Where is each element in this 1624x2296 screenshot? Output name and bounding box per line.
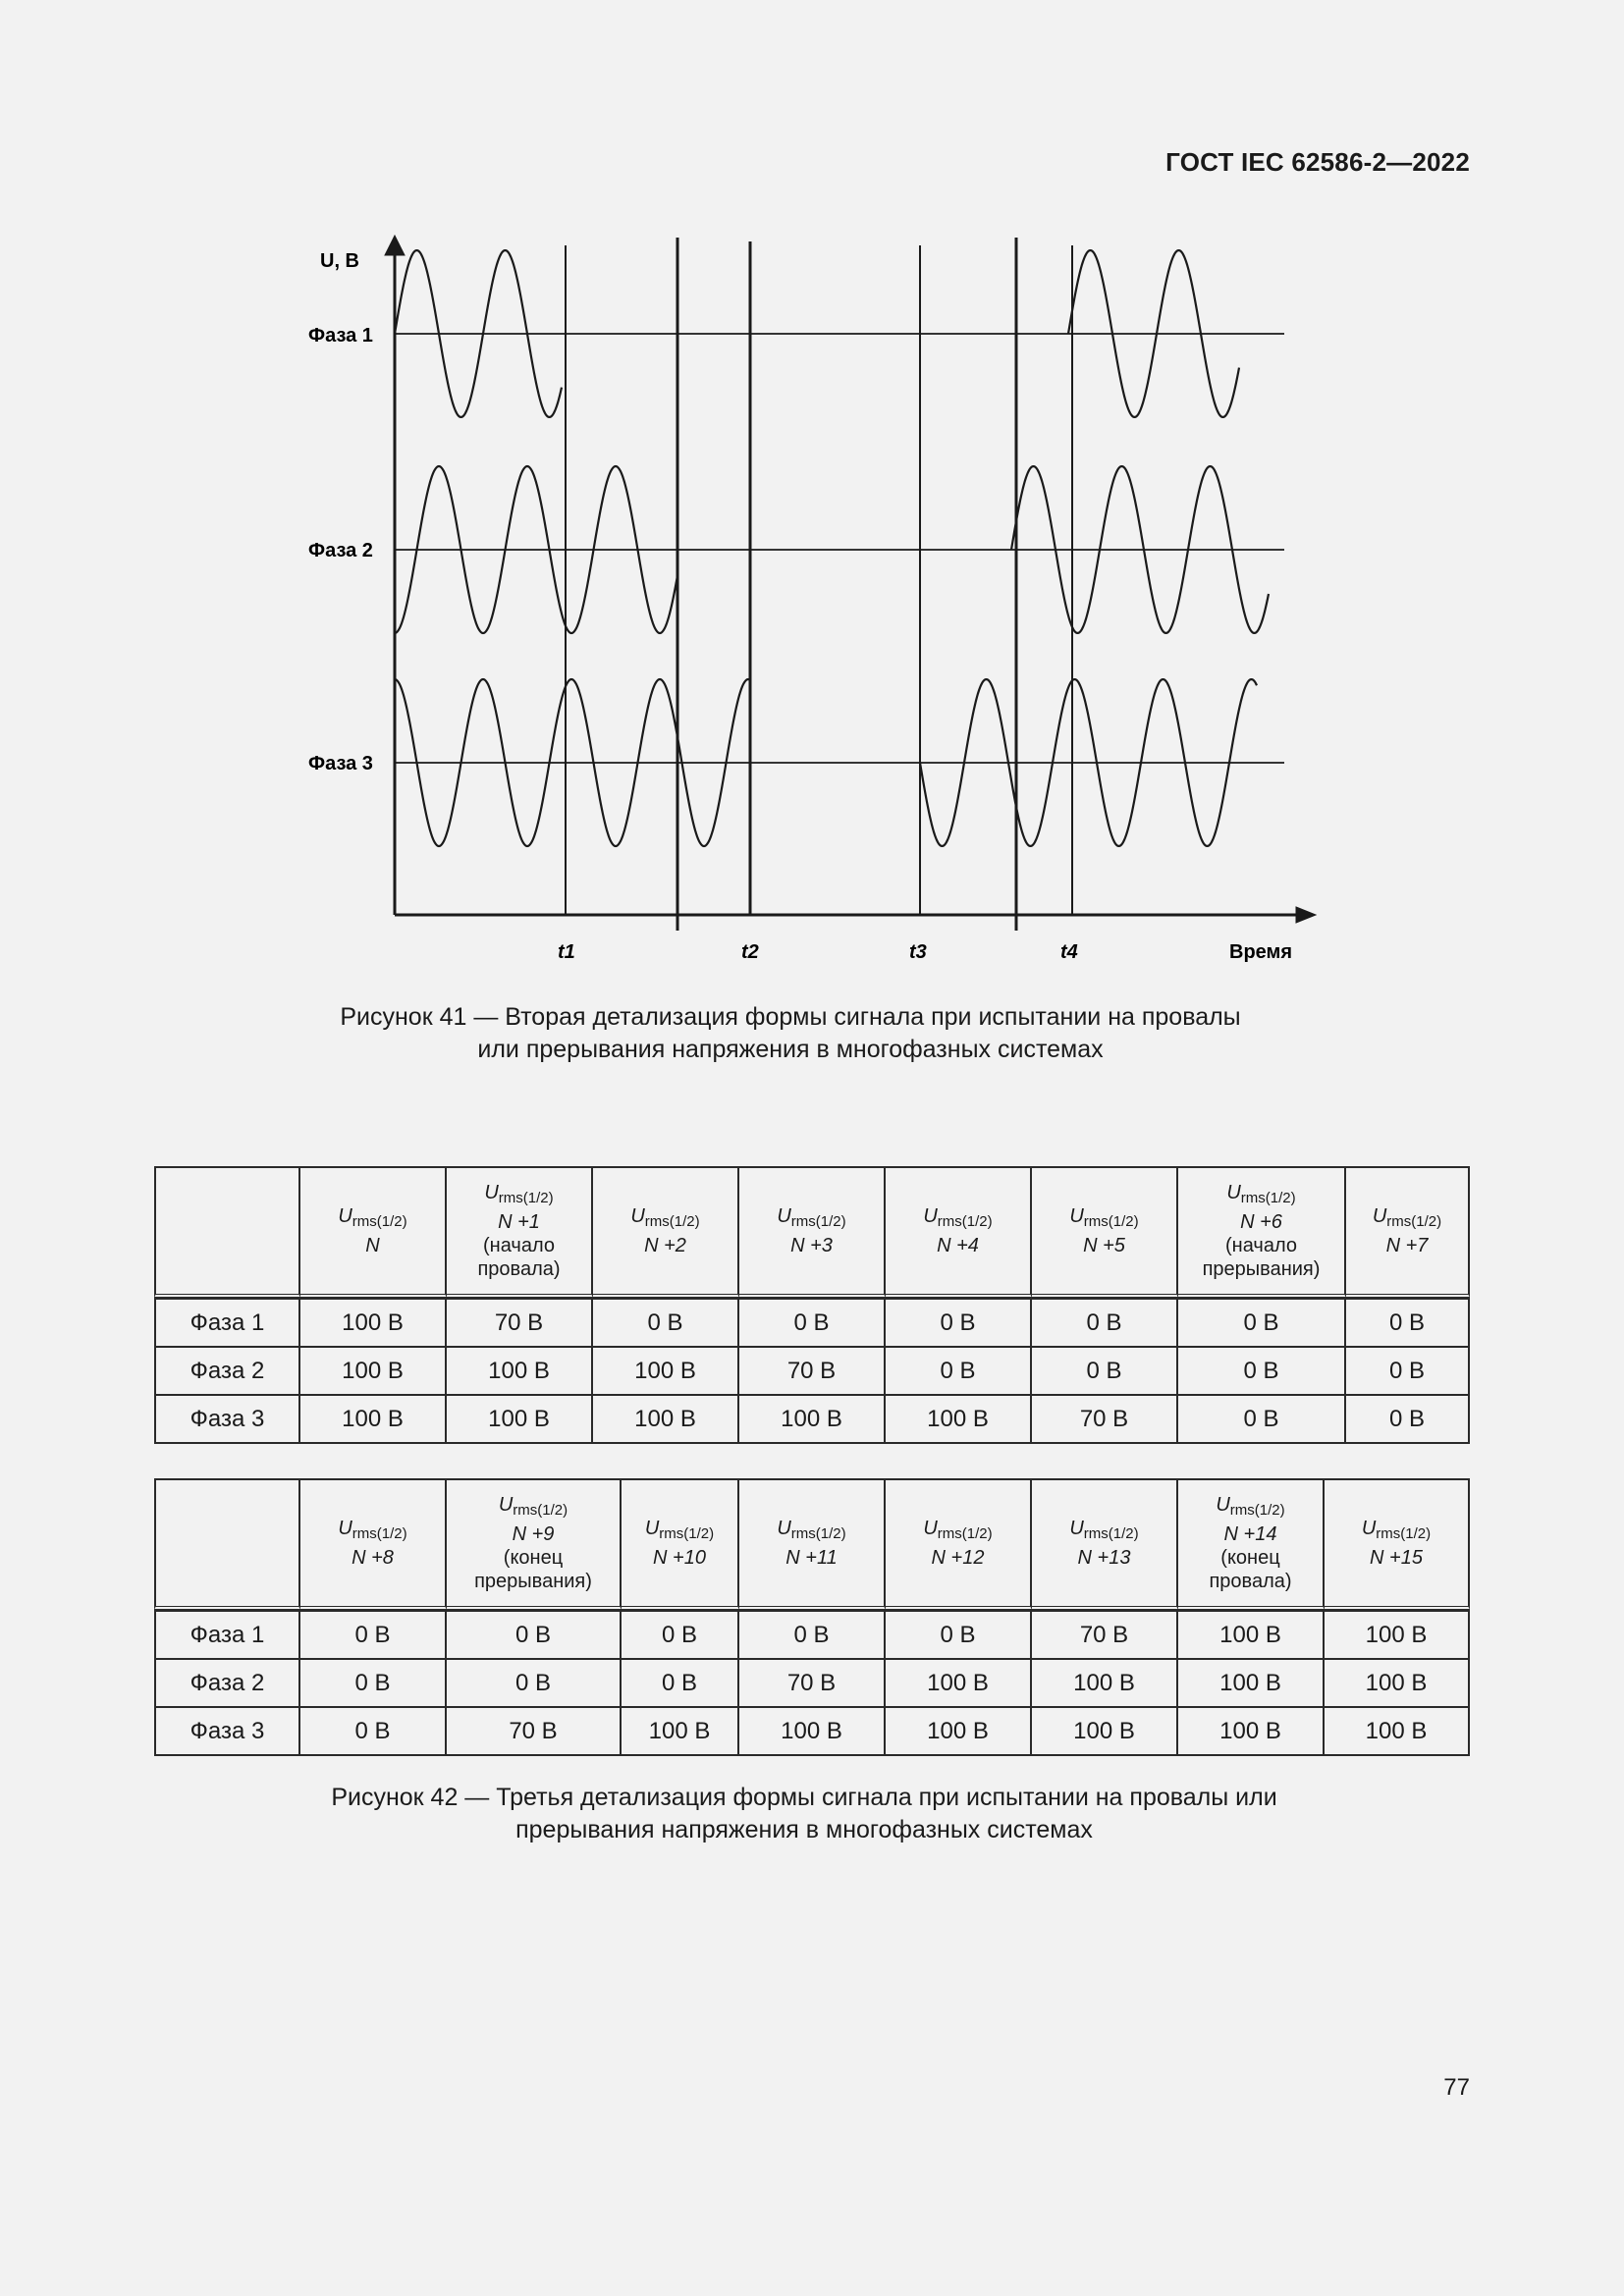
column-header — [1178, 1478, 1325, 1610]
column-header — [739, 1478, 886, 1610]
symbol-subscript: rms(1/2) — [352, 1213, 407, 1230]
symbol-subscript: rms(1/2) — [1229, 1502, 1285, 1519]
caption-line: Рисунок 42 — Третья детализация формы сигнала при испытании на провалы или — [331, 1784, 1277, 1811]
table-first-half-cycles — [154, 1166, 1470, 1444]
half-cycle-index: N +1 — [498, 1211, 540, 1233]
half-cycle-index: N +7 — [1385, 1235, 1429, 1256]
value-cell: 70 В — [447, 1298, 593, 1348]
symbol: U — [498, 1494, 514, 1516]
value-cell: 70 В — [447, 1708, 622, 1756]
value-cell: 0 В — [622, 1610, 739, 1660]
symbol-subscript: rms(1/2) — [1386, 1213, 1442, 1230]
time-mark-t4: t4 — [1060, 941, 1078, 963]
header-note: прерывания) — [474, 1571, 592, 1592]
symbol: U — [1226, 1182, 1241, 1203]
value-cell: 0 В — [739, 1610, 886, 1660]
phase-cell: Фаза 1 — [154, 1610, 300, 1660]
half-cycle-index: N +11 — [785, 1547, 838, 1569]
value-cell: 0 В — [886, 1610, 1032, 1660]
half-cycle-index: N — [365, 1235, 380, 1256]
half-cycle-index: N +5 — [1083, 1235, 1125, 1256]
value-cell: 0 В — [300, 1708, 447, 1756]
symbol: U — [777, 1205, 791, 1227]
caption-line: Рисунок 41 — Вторая детализация формы сигнала при испытании на провалы — [340, 1003, 1241, 1031]
value-cell: 70 В — [1032, 1610, 1178, 1660]
column-header — [886, 1166, 1032, 1298]
value-cell: 70 В — [739, 1348, 886, 1396]
table-row — [154, 1348, 1470, 1396]
symbol: U — [1069, 1205, 1084, 1227]
value-cell: 100 В — [1178, 1708, 1325, 1756]
phase-cell: Фаза 3 — [154, 1708, 300, 1756]
column-header — [447, 1166, 593, 1298]
column-header — [739, 1166, 886, 1298]
header-note: (конец — [1220, 1547, 1280, 1569]
column-header — [1346, 1166, 1470, 1298]
caption-line: или прерывания напряжения в многофазных системах — [477, 1036, 1104, 1063]
symbol-subscript: rms(1/2) — [790, 1213, 846, 1230]
symbol-subscript: rms(1/2) — [644, 1213, 700, 1230]
table-row — [154, 1298, 1470, 1348]
symbol: U — [630, 1205, 645, 1227]
axes-group — [385, 236, 1316, 931]
table-row — [154, 1610, 1470, 1660]
column-header — [300, 1166, 447, 1298]
symbol-subscript: rms(1/2) — [1083, 1525, 1139, 1542]
symbol: U — [1216, 1494, 1230, 1516]
symbol-subscript: rms(1/2) — [513, 1502, 568, 1519]
value-cell: 100 В — [593, 1396, 739, 1444]
half-cycle-index: N +9 — [512, 1523, 555, 1545]
x-axis-label: Время — [1229, 941, 1292, 963]
symbol: U — [1069, 1518, 1084, 1539]
y-axis-arrow — [385, 236, 405, 255]
value-cell: 0 В — [886, 1298, 1032, 1348]
symbol-subscript: rms(1/2) — [498, 1190, 554, 1206]
phase-cell: Фаза 2 — [154, 1660, 300, 1708]
time-mark-t2: t2 — [741, 941, 759, 963]
column-header — [593, 1166, 739, 1298]
symbol-subscript: rms(1/2) — [352, 1525, 407, 1542]
value-cell: 0 В — [1346, 1298, 1470, 1348]
column-header — [1178, 1166, 1346, 1298]
value-cell: 0 В — [447, 1660, 622, 1708]
figure-41-waveform — [295, 226, 1335, 982]
value-cell: 100 В — [1325, 1660, 1470, 1708]
value-cell: 0 В — [1032, 1348, 1178, 1396]
value-cell: 0 В — [300, 1660, 447, 1708]
half-cycle-index: N +4 — [937, 1235, 979, 1256]
document-header: ГОСТ IEC 62586-2—2022 — [1165, 147, 1470, 177]
phase-cell: Фаза 3 — [154, 1396, 300, 1444]
waveform-group — [395, 250, 1269, 846]
value-cell: 100 В — [1032, 1708, 1178, 1756]
value-cell: 0 В — [1178, 1396, 1346, 1444]
y-axis-label: U, В — [320, 250, 359, 272]
phase-2-label: Фаза 2 — [308, 540, 373, 561]
half-cycle-index: N +12 — [931, 1547, 985, 1569]
column-header — [300, 1478, 447, 1610]
value-cell: 100 В — [739, 1396, 886, 1444]
value-cell: 100 В — [300, 1396, 447, 1444]
table-row — [154, 1660, 1470, 1708]
header-note: (конец — [503, 1547, 564, 1569]
header-note: прерывания) — [1202, 1258, 1321, 1280]
symbol-subscript: rms(1/2) — [937, 1213, 993, 1230]
value-cell: 100 В — [886, 1660, 1032, 1708]
header-note: провала) — [1209, 1571, 1292, 1592]
value-cell: 100 В — [447, 1396, 593, 1444]
half-cycle-index: N +15 — [1370, 1547, 1423, 1569]
header-note: (начало — [483, 1235, 555, 1256]
value-cell: 0 В — [300, 1610, 447, 1660]
column-header — [447, 1478, 622, 1610]
time-mark-t1: t1 — [558, 941, 575, 963]
header-note: (начало — [1225, 1235, 1297, 1256]
symbol: U — [484, 1182, 499, 1203]
value-cell: 0 В — [1346, 1348, 1470, 1396]
table-corner-cell — [154, 1478, 300, 1610]
value-cell: 100 В — [739, 1708, 886, 1756]
value-cell: 100 В — [300, 1298, 447, 1348]
value-cell: 70 В — [739, 1660, 886, 1708]
table-corner-cell — [154, 1166, 300, 1298]
symbol: U — [923, 1518, 938, 1539]
symbol: U — [1372, 1205, 1387, 1227]
symbol-subscript: rms(1/2) — [1240, 1190, 1296, 1206]
column-header — [1032, 1166, 1178, 1298]
phase-1-label: Фаза 1 — [308, 325, 373, 347]
symbol: U — [923, 1205, 938, 1227]
symbol-subscript: rms(1/2) — [1083, 1213, 1139, 1230]
phase-cell: Фаза 1 — [154, 1298, 300, 1348]
value-cell: 0 В — [1346, 1396, 1470, 1444]
value-cell: 70 В — [1032, 1396, 1178, 1444]
value-cell: 0 В — [1032, 1298, 1178, 1348]
table-row — [154, 1708, 1470, 1756]
value-cell: 100 В — [622, 1708, 739, 1756]
half-cycle-index: N +3 — [790, 1235, 833, 1256]
value-cell: 100 В — [886, 1708, 1032, 1756]
figure-42-caption — [0, 1782, 1616, 1846]
time-mark-t3: t3 — [909, 941, 927, 963]
symbol-subscript: rms(1/2) — [659, 1525, 715, 1542]
value-cell: 0 В — [886, 1348, 1032, 1396]
value-cell: 100 В — [886, 1396, 1032, 1444]
symbol-subscript: rms(1/2) — [790, 1525, 846, 1542]
value-cell: 100 В — [1032, 1660, 1178, 1708]
header-note: провала) — [477, 1258, 561, 1280]
caption-line: прерывания напряжения в многофазных системах — [515, 1816, 1093, 1843]
half-cycle-index: N +13 — [1077, 1547, 1131, 1569]
value-cell: 0 В — [593, 1298, 739, 1348]
value-cell: 100 В — [447, 1348, 593, 1396]
value-cell: 100 В — [300, 1348, 447, 1396]
symbol: U — [644, 1518, 660, 1539]
page-number: 77 — [1443, 2074, 1470, 2101]
value-cell: 100 В — [1178, 1660, 1325, 1708]
value-cell: 0 В — [622, 1660, 739, 1708]
phase-cell: Фаза 2 — [154, 1348, 300, 1396]
symbol: U — [1361, 1518, 1377, 1539]
half-cycle-index: N +8 — [352, 1547, 394, 1569]
symbol: U — [777, 1518, 791, 1539]
value-cell: 100 В — [1178, 1610, 1325, 1660]
column-header — [886, 1478, 1032, 1610]
value-cell: 0 В — [1178, 1348, 1346, 1396]
column-header — [1325, 1478, 1470, 1610]
half-cycle-index: N +10 — [653, 1547, 706, 1569]
half-cycle-index: N +2 — [644, 1235, 686, 1256]
half-cycle-index: N +6 — [1240, 1211, 1282, 1233]
value-cell: 100 В — [593, 1348, 739, 1396]
table-row — [154, 1396, 1470, 1444]
symbol-subscript: rms(1/2) — [1376, 1525, 1432, 1542]
x-axis-arrow — [1296, 907, 1316, 923]
value-cell: 100 В — [1325, 1610, 1470, 1660]
table-second-half-cycles — [154, 1478, 1470, 1756]
value-cell: 0 В — [739, 1298, 886, 1348]
symbol: U — [338, 1518, 352, 1539]
value-cell: 100 В — [1325, 1708, 1470, 1756]
value-cell: 0 В — [447, 1610, 622, 1660]
figure-41-caption — [0, 1001, 1602, 1066]
symbol: U — [338, 1205, 352, 1227]
symbol-subscript: rms(1/2) — [937, 1525, 993, 1542]
half-cycle-index: N +14 — [1223, 1523, 1277, 1545]
column-header — [622, 1478, 739, 1610]
value-cell: 0 В — [1178, 1298, 1346, 1348]
phase-3-label: Фаза 3 — [308, 753, 373, 774]
column-header — [1032, 1478, 1178, 1610]
